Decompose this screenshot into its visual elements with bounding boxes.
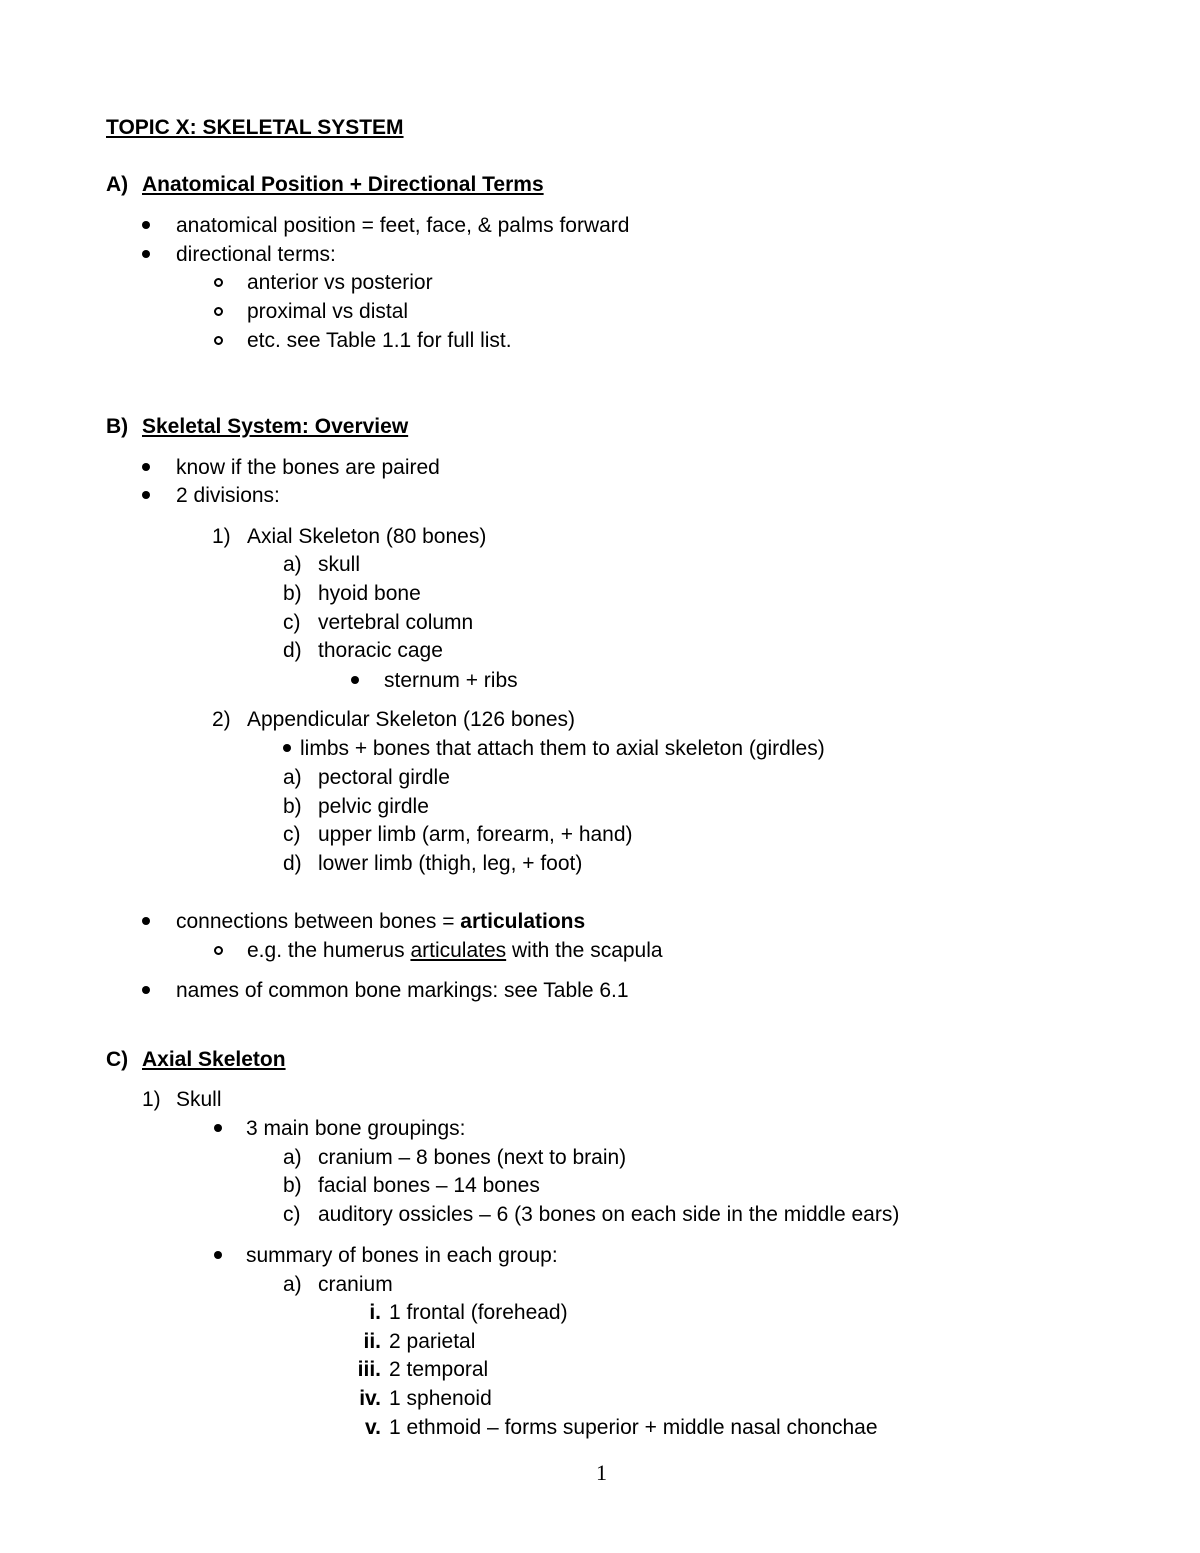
roman-marker: i.	[369, 1301, 381, 1324]
list-item: proximal vs distal	[247, 300, 409, 323]
list-item: 2 parietal	[389, 1330, 476, 1353]
section-a-marker: A)	[106, 173, 129, 196]
page-title: TOPIC X: SKELETAL SYSTEM	[106, 116, 404, 139]
list-item: skull	[318, 553, 361, 576]
list-item: know if the bones are paired	[176, 456, 440, 479]
list-item: 1 sphenoid	[389, 1387, 492, 1410]
page-number: 1	[596, 1460, 607, 1485]
roman-marker: iii.	[357, 1358, 381, 1381]
section-c-marker: C)	[106, 1048, 129, 1071]
list-item: cranium – 8 bones (next to brain)	[318, 1146, 627, 1169]
list-item: facial bones – 14 bones	[318, 1174, 540, 1197]
list-item: pelvic girdle	[318, 795, 429, 818]
list-item: connections between bones = articulations	[176, 910, 586, 933]
articulates-term: articulates	[410, 939, 507, 962]
bullet-icon	[283, 744, 291, 752]
list-item: anatomical position = feet, face, & palms forward	[176, 214, 630, 237]
list-item: cranium	[318, 1273, 393, 1296]
list-item: Axial Skeleton (80 bones)	[247, 525, 487, 548]
list-item: 3 main bone groupings:	[246, 1117, 466, 1140]
section-a-heading: Anatomical Position + Directional Terms	[142, 173, 544, 196]
list-marker: d)	[283, 852, 302, 875]
roman-marker: iv.	[359, 1387, 381, 1410]
section-b-marker: B)	[106, 415, 129, 438]
circle-bullet-icon	[214, 336, 223, 345]
list-marker: a)	[283, 553, 302, 576]
list-marker: b)	[283, 1174, 302, 1197]
articulations-term: articulations	[460, 910, 586, 933]
list-marker: d)	[283, 639, 302, 662]
bullet-icon	[142, 917, 150, 925]
bullet-icon	[142, 491, 150, 499]
list-marker: 1)	[142, 1088, 161, 1111]
list-marker: a)	[283, 1146, 302, 1169]
list-marker: b)	[283, 795, 302, 818]
list-marker: 1)	[212, 525, 231, 548]
list-marker: 2)	[212, 708, 231, 731]
list-item: upper limb (arm, forearm, + hand)	[318, 823, 633, 846]
bullet-icon	[142, 250, 150, 258]
list-item: e.g. the humerus articulates with the scapula	[247, 939, 663, 962]
list-item: summary of bones in each group:	[246, 1244, 558, 1267]
list-marker: c)	[283, 1203, 301, 1226]
list-item: vertebral column	[318, 611, 474, 634]
roman-marker: ii.	[363, 1330, 381, 1353]
list-item: 1 ethmoid – forms superior + middle nasal chonchae	[389, 1416, 878, 1439]
list-item: 1 frontal (forehead)	[389, 1301, 568, 1324]
list-item: Skull	[176, 1088, 222, 1111]
list-marker: c)	[283, 823, 301, 846]
section-b-heading: Skeletal System: Overview	[142, 415, 409, 438]
list-item: anterior vs posterior	[247, 271, 433, 294]
list-item: auditory ossicles – 6 (3 bones on each side in the middle ears)	[318, 1203, 900, 1226]
list-item: 2 divisions:	[176, 484, 280, 507]
list-item: pectoral girdle	[318, 766, 450, 789]
roman-marker: v.	[365, 1416, 381, 1439]
list-item: limbs + bones that attach them to axial skeleton (girdles)	[300, 737, 825, 760]
circle-bullet-icon	[214, 946, 223, 955]
list-item: lower limb (thigh, leg, + foot)	[318, 852, 583, 875]
list-item: sternum + ribs	[384, 669, 518, 692]
bullet-icon	[142, 463, 150, 471]
list-marker: b)	[283, 582, 302, 605]
list-marker: a)	[283, 1273, 302, 1296]
bullet-icon	[142, 221, 150, 229]
list-item: directional terms:	[176, 243, 336, 266]
section-c-heading: Axial Skeleton	[142, 1048, 286, 1071]
bullet-icon	[214, 1251, 222, 1259]
circle-bullet-icon	[214, 307, 223, 316]
circle-bullet-icon	[214, 278, 223, 287]
list-marker: c)	[283, 611, 301, 634]
list-item: etc. see Table 1.1 for full list.	[247, 329, 512, 352]
list-item: hyoid bone	[318, 582, 421, 605]
list-marker: a)	[283, 766, 302, 789]
bullet-icon	[214, 1124, 222, 1132]
list-item: 2 temporal	[389, 1358, 489, 1381]
bullet-icon	[351, 676, 359, 684]
list-item: thoracic cage	[318, 639, 443, 662]
list-item: Appendicular Skeleton (126 bones)	[247, 708, 576, 731]
list-item: names of common bone markings: see Table 6.1	[176, 979, 629, 1002]
bullet-icon	[142, 986, 150, 994]
